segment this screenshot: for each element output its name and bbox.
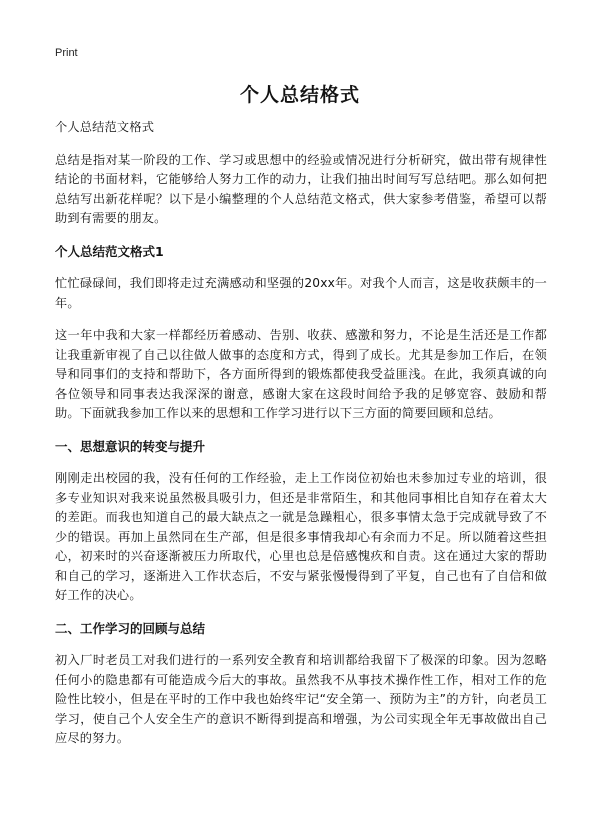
part1-paragraph: 刚刚走出校园的我，没有任何的工作经验，走上工作岗位初始也未参加过专业的培训，很多专业知识对我来说虽然极具吸引力，但还是非常陌生，和其他同事相比自知存在着太大的差距。而我也知道自己的最大缺点之一就是急躁粗心，很多事情太急于完成就导致了不少的错误。再加上虽然同在生产部，但是很多事情我却心有余而力不足。所以随着这些担心，初来时的兴奋逐渐被压力所取代，心里也总是倍感愧疚和自责。这在通过大家的帮助和自己的学习，逐渐进入工作状态后，不安与紧张慢慢得到了平复，自己也有了自信和做好工作的决心。 — [55, 471, 547, 602]
document-title: 个人总结格式 — [239, 84, 360, 106]
section1-heading: 个人总结范文格式1 — [55, 243, 164, 259]
document-subtitle: 个人总结范文格式 — [55, 120, 155, 134]
section1-paragraph-1: 忙忙碌碌间，我们即将走过充满感动和坚强的20xx年。对我个人而言，这是收获颇丰的一年。 — [55, 276, 547, 310]
part2-paragraph: 初入厂时老员工对我们进行的一系列安全教育和培训都给我留下了极深的印象。因为忽略任何小的隐患都有可能造成今后大的事故。虽然我不从事技术操作性工作，相对工作的危险性比较小，但是在平时的工作中我也始终牢记“安全第一、预防为主”的方针，向老员工学习，使自己个人安全生产的意识不断得到提高和增强，为公司实现全年无事故做出自己应尽的努力。 — [55, 653, 547, 745]
document-body — [55, 118, 547, 762]
print-link[interactable]: Print — [55, 47, 78, 59]
section1-paragraph-2: 这一年中我和大家一样都经历着感动、告别、收获、感激和努力，不论是生活还是工作都让我重新审视了自己以往做人做事的态度和方式，得到了成长。尤其是参加工作后，在领导和同事们的支持和帮助下，各方面所得到的锻炼都使我受益匪浅。在此，我须真诚的向各位领导和同事表达我深深的谢意，感谢大家在这段时间给予我的足够宽容、鼓励和帮助。下面就我参加工作以来的思想和工作学习进行以下三方面的简要回顾和总结。 — [55, 328, 547, 420]
intro-paragraph: 总结是指对某一阶段的工作、学习或思想中的经验或情况进行分析研究，做出带有规律性结论的书面材料，它能够给人努力工作的动力，让我们抽出时间写写总结吧。那么如何把总结写出新花样呢？以下是小编整理的个人总结范文格式，供大家参考借鉴，希望可以帮助到有需要的朋友。 — [55, 152, 547, 225]
part2-heading: 二、工作学习的回顾与总结 — [55, 620, 206, 636]
part1-heading: 一、思想意识的转变与提升 — [55, 438, 206, 454]
